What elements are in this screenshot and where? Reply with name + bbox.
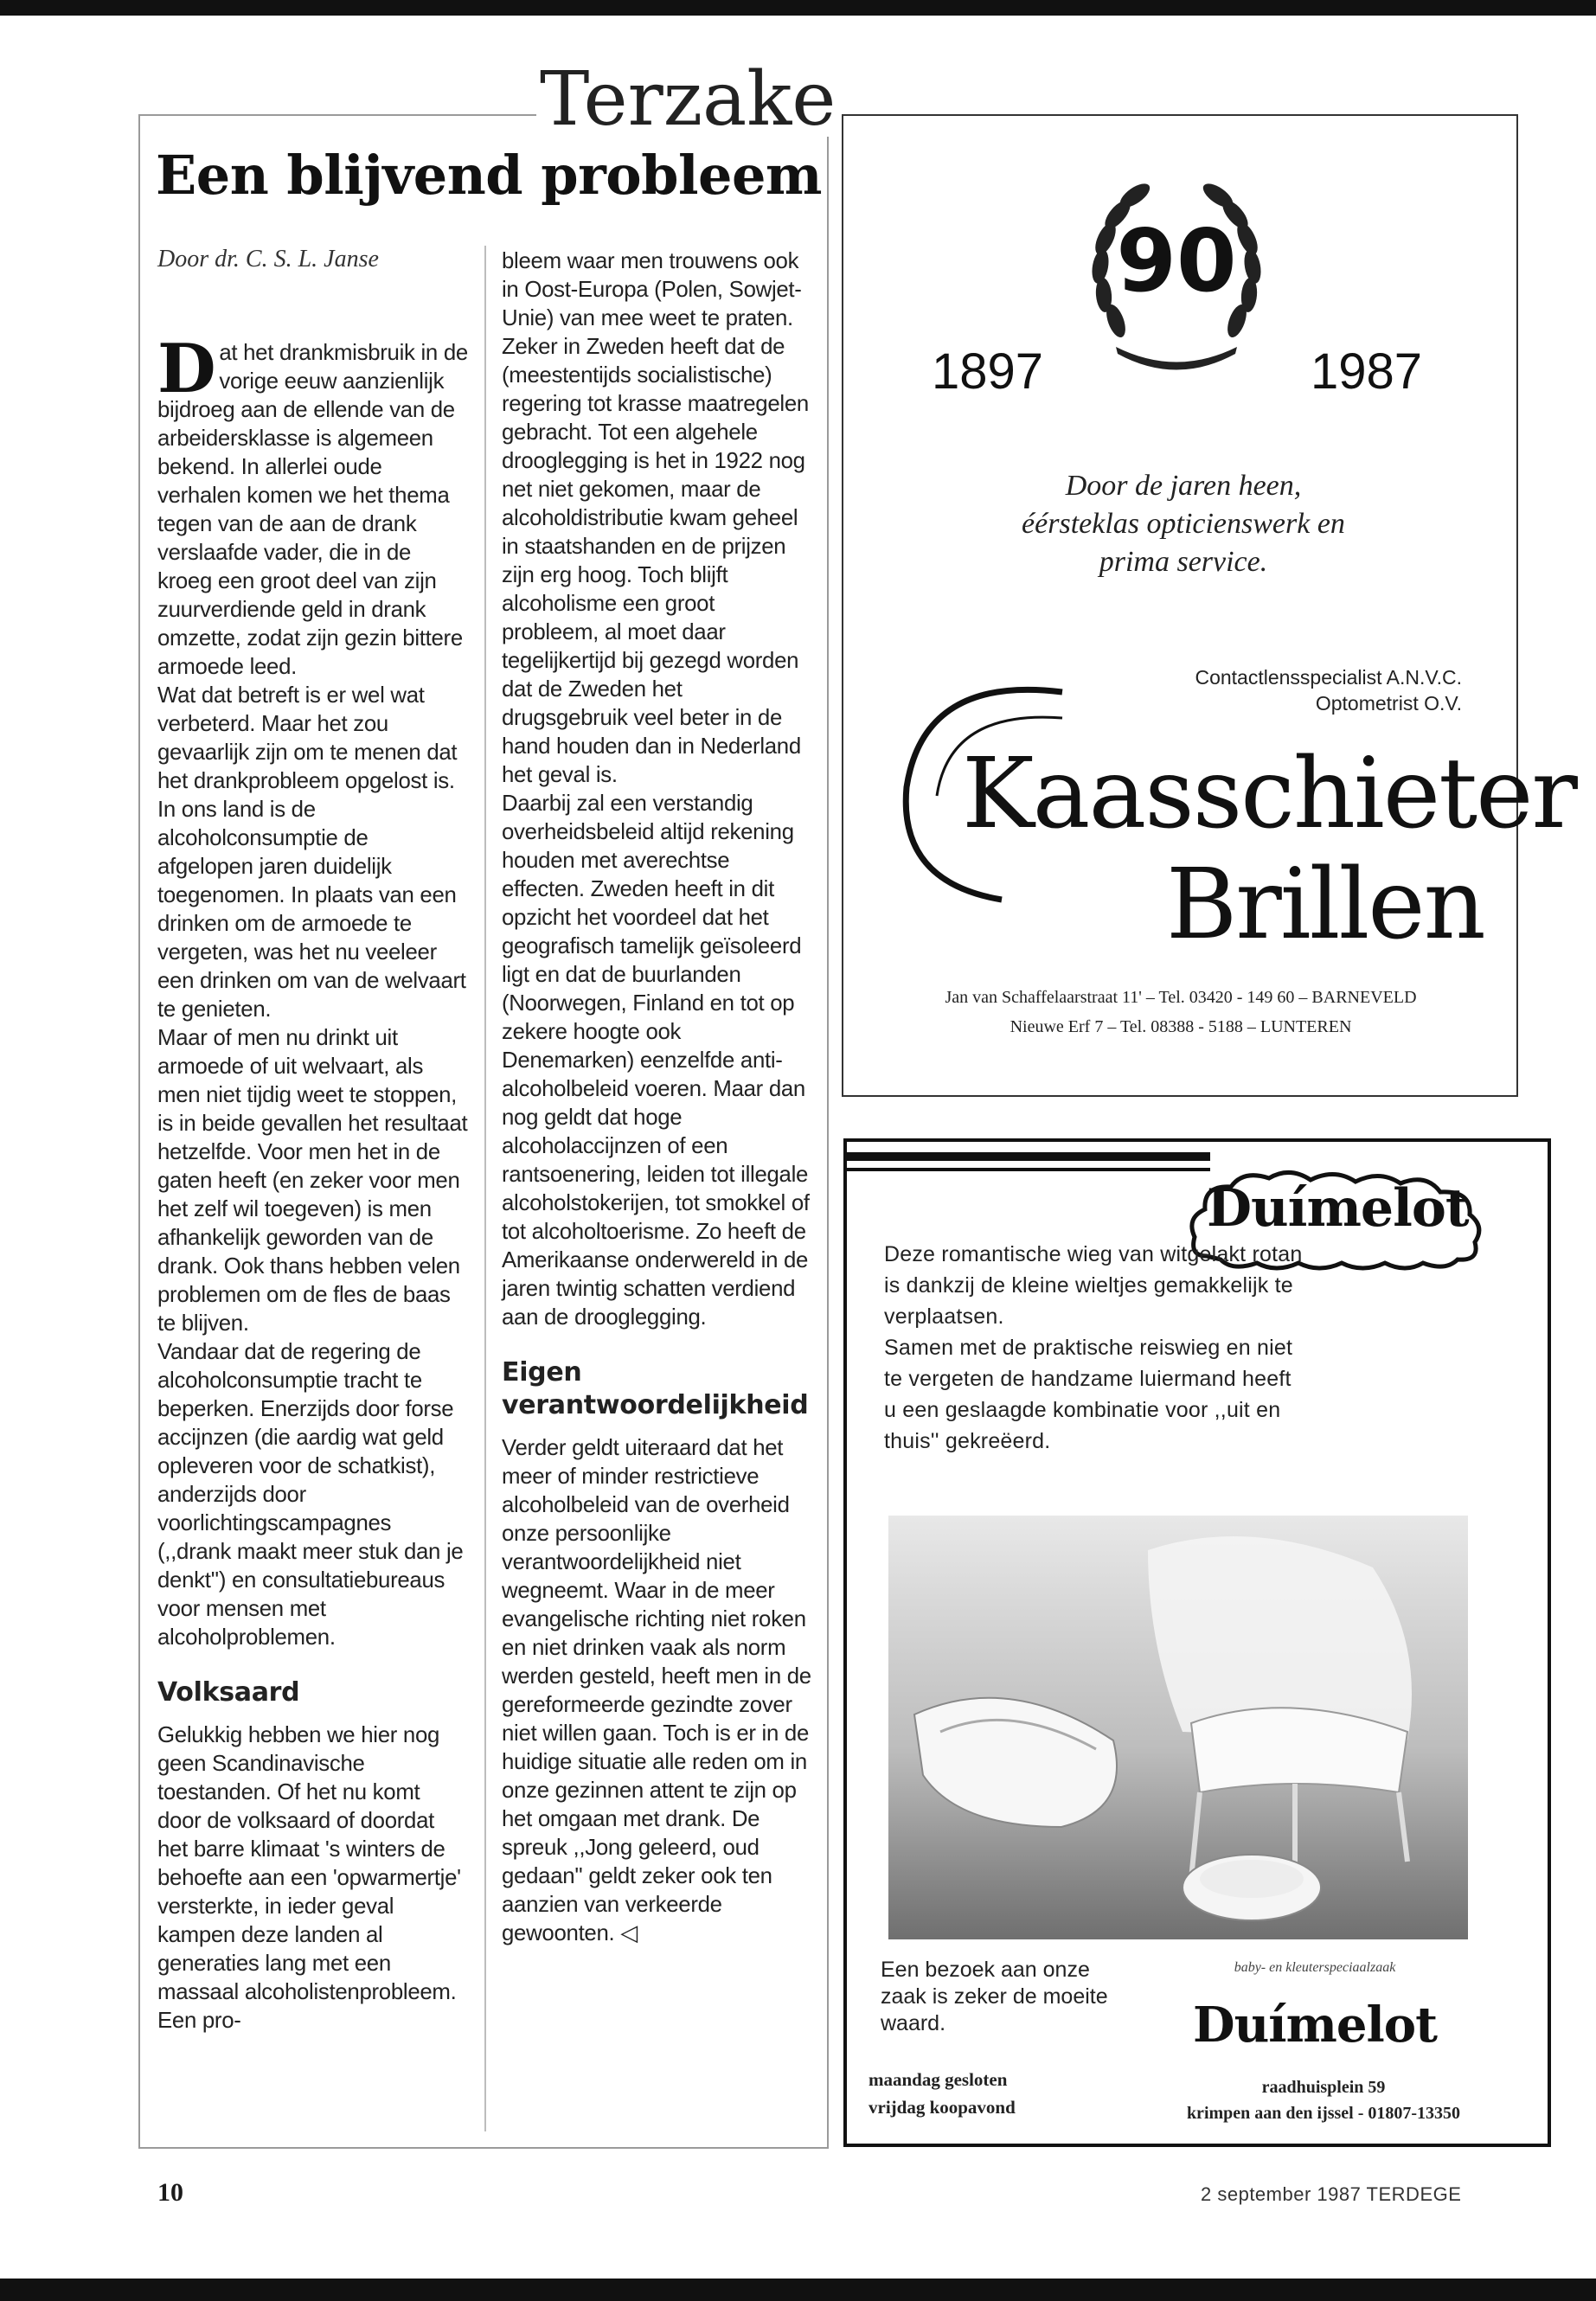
paragraph: Zeker in Zweden heeft dat de (meestentijds socialistische) regering tot krasse maatregelen gebracht. Tot een algehele drooglegging is het in 1922 nog net niet gekomen, maar de alcoholdistributie kwam geheel in staatshanden en de prijzen zijn erg hoog. Toch blijft alcoholisme een groot probleem, al moet daar tegelijkertijd bij gezegd worden dat de Zweden het drugsgebruik veel beter in de hand houden dan in Nederland het geval is. bbox=[502, 335, 809, 787]
paragraph: Vandaar dat de regering de alcoholconsumptie tracht te beperken. Enerzijds door forse accijnzen (die aardig wat geld opleveren voor de schatkist), anderzijds door voorlichtingscampagnes (,,drank maakt meer stuk dan je denkt'') en consultatiebureaus voor mensen met alcoholproblemen. bbox=[157, 1340, 464, 1650]
address-lunteren: Nieuwe Erf 7 – Tel. 08388 - 5188 – LUNTEREN bbox=[1010, 1017, 1352, 1036]
address-barneveld: Jan van Schaffelaarstraat 11' – Tel. 03420 - 149 60 – BARNEVELD bbox=[945, 988, 1417, 1007]
drop-cap: D bbox=[157, 330, 216, 408]
column-divider bbox=[484, 246, 486, 2131]
paragraph: Gelukkig hebben we hier nog geen Scandinavische toestanden. Of het nu komt door de volksaard of doordat het barre klimaat 's winters de behoefte aan een 'opwarmertje' versterkte, in ieder geval kampen deze landen al generaties lang met een massaal alcoholistenprobleem. Een pro- bbox=[157, 1723, 461, 2033]
brand-subtitle: Brillen bbox=[1166, 849, 1484, 961]
paragraph: Daarbij zal een verstandig overheidsbeleid altijd rekening houden met averechtse effecten. Zweden heeft in dit opzicht het voordeel dat het geografisch tamelijk geïsoleerd ligt en dat de buurlanden (Noorwegen, Finland en tot op zekere hoogte ook Denemarken) eenzelfde anti-alcoholbeleid voeren. Maar dan nog geldt dat hoge alcoholaccijnzen of een rantsoenering, leiden tot illegale alcoholstokerijen, tot smokkel of tot alcoholtoerisme. Zo heeft de Amerikaanse onderwereld in de jaren twintig schatten verdiend aan de drooglegging. bbox=[502, 792, 810, 1330]
opening-hours-monday: maandag gesloten bbox=[869, 2069, 1008, 2090]
visit-text: Een bezoek aan onze zaak is zeker de moeite waard. bbox=[881, 1958, 1108, 2035]
ad-body-text bbox=[884, 1239, 1308, 1457]
cradle-photo bbox=[888, 1516, 1468, 1939]
slogan-line: éérsteklas opticienswerk en bbox=[1022, 508, 1345, 540]
badge-number: 90 bbox=[1116, 210, 1237, 311]
ad-rule-thin bbox=[847, 1168, 1210, 1171]
subhead-eigen-verantwoordelijkheid: Eigen verantwoordelijkheid bbox=[502, 1357, 809, 1420]
page-number: 10 bbox=[157, 2178, 183, 2207]
shop-address-street: raadhuisplein 59 bbox=[1261, 2078, 1386, 2097]
year-start: 1897 bbox=[932, 343, 1044, 400]
year-end: 1987 bbox=[1311, 343, 1423, 400]
scan-edge-bottom bbox=[0, 2279, 1596, 2301]
subhead-volksaard: Volksaard bbox=[157, 1677, 300, 1708]
paragraph-intro bbox=[157, 330, 469, 682]
paragraph: Maar of men nu drinkt uit armoede of uit welvaart, als men niet tijdig weet te stoppen, is in beide gevallen het resultaat hetzelfde. Voor men het in de gaten heeft (en zeker voor men het zelf wil toegeven) is men afhankelijk geworden van de drank. Ook thans hebben velen problemen om de fles de baas te blijven. bbox=[157, 1026, 468, 1336]
paragraph: Verder geldt uiteraard dat het meer of minder restrictieve alcoholbeleid van de overheid onze persoonlijke verantwoordelijkheid niet wegneemt. Waar in de meer evangelische richting niet roken en niet drinken vaak als norm werden gesteld, heeft men in de gereformeerde gezindte zover niet willen gaan. Toch is er in de huidige situatie alle reden om in onze gezinnen attent te zijn op het omgaan met drank. De spreuk ,,Jong geleerd, oud gedaan'' geldt zeker ook ten aanzien van verkeerde gewoonten. ◁ bbox=[502, 1436, 811, 1945]
ad-rule-thick bbox=[847, 1152, 1210, 1161]
article-column-left bbox=[157, 330, 469, 2035]
specialism-optometrist: Optometrist O.V. bbox=[1315, 692, 1462, 715]
shop-specialty: baby- en kleuterspeciaalzaak bbox=[1234, 1960, 1396, 1975]
duimelot-logo-top: Duímelot bbox=[1207, 1178, 1469, 1239]
ad-slogan bbox=[937, 467, 1430, 581]
section-title: Terzake bbox=[536, 62, 839, 137]
laurel-wreath-icon bbox=[1081, 170, 1272, 386]
specialism-contactlens: Contactlensspecialist A.N.V.C. bbox=[1195, 666, 1462, 689]
paragraph: Deze romantische wieg van witgelakt rotan is dankzij de kleine wieltjes gemakkelijk te verplaatsen. bbox=[884, 1242, 1303, 1329]
paragraph: Wat dat betreft is er wel wat verbeterd. Maar het zou gevaarlijk zijn om te menen dat het drankprobleem opgelost is. In ons land is de alcoholconsumptie de afgelopen jaren duidelijk toegenomen. In plaats van een drinken om de armoede te vergeten, was het nu veeleer een drinken om van de welvaart te genieten. bbox=[157, 683, 466, 1022]
shop-address-city-phone: krimpen aan den ijssel - 01807-13350 bbox=[1186, 2104, 1461, 2123]
paragraph: bleem waar men trouwens ook in Oost-Europa (Polen, Sowjet-Unie) van mee weet te praten. bbox=[502, 249, 802, 330]
scan-edge-top bbox=[0, 0, 1596, 16]
opening-hours-friday: vrijdag koopavond bbox=[869, 2097, 1016, 2118]
footer-date-publication: 2 september 1987 TERDEGE bbox=[1201, 2183, 1462, 2205]
article-column-right bbox=[502, 247, 813, 1948]
slogan-line: Door de jaren heen, bbox=[1065, 470, 1302, 502]
intro-text: at het drankmisbruik in de vorige eeuw aanzienlijk bijdroeg aan de ellende van de arbeidersklasse is algemeen bekend. In allerlei oude verhalen komen we het thema tegen van de aan de drank verslaafde vader, die in de kroeg een groot deel van zijn zuurverdiende geld in drank omzette, zodat zijn gezin bittere armoede leed. bbox=[157, 341, 468, 679]
brand-name: Kaasschieter bbox=[962, 738, 1576, 850]
article-byline: Door dr. C. S. L. Janse bbox=[157, 246, 379, 272]
paragraph: Samen met de praktische reiswieg en niet te vergeten de handzame luiermand heeft u een geslaagde kombinatie voor ,,uit en thuis'' gekreëerd. bbox=[884, 1336, 1293, 1453]
slogan-line: prima service. bbox=[1099, 546, 1268, 578]
article-headline: Een blijvend probleem bbox=[156, 144, 823, 207]
duimelot-logo-bottom: Duímelot bbox=[1193, 1997, 1437, 2054]
